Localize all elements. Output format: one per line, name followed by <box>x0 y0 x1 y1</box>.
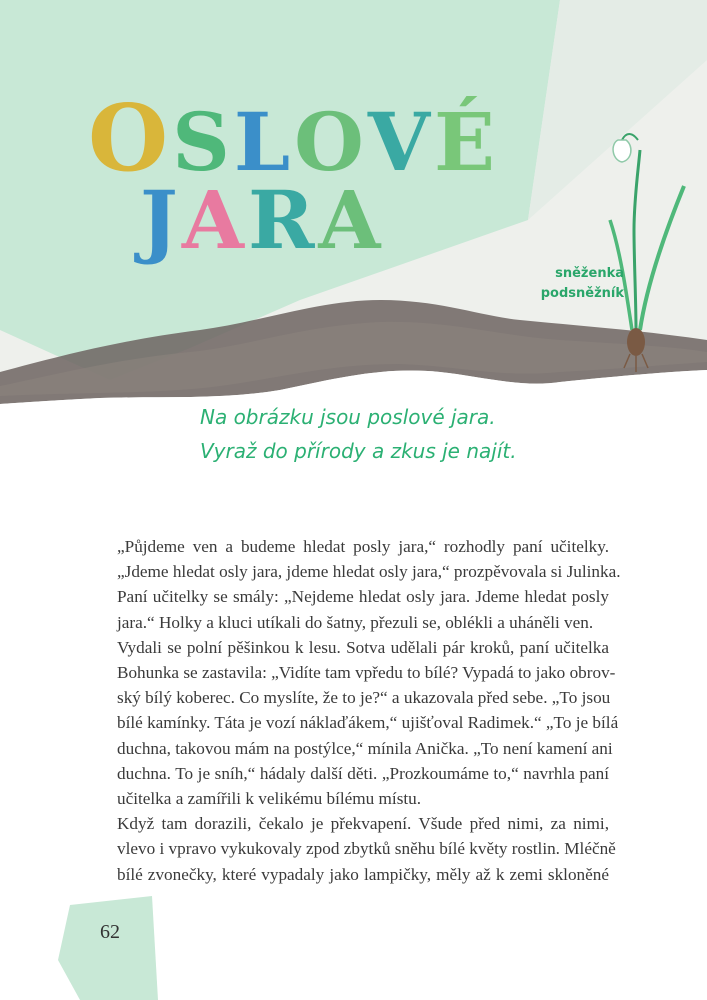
title-letter: A <box>318 173 385 267</box>
body-line: bílé zvonečky, které vypadaly jako lampičky, měly až k zemi skloněné <box>117 864 609 884</box>
title-letter: É <box>433 95 499 189</box>
body-line: Bohunka se zastavila: „Vidíte tam vpředu to bílé? Vypadá to jako obrov- <box>117 663 616 683</box>
body-line: ský bílý koberec. Co myslíte, že to je?“ a ukazovala před sebe. „To jsou <box>117 688 611 708</box>
body-line: vlevo i vpravo vykukovaly zpod zbytků sněhu bílé květy rostlin. Mléčně <box>117 839 616 859</box>
title-letter: L <box>233 95 295 189</box>
subtitle-line: Vyraž do přírody a zkus je najít. <box>200 439 517 463</box>
subtitle-line: Na obrázku jsou poslové jara. <box>200 405 496 429</box>
body-line: „Jdeme hledat osly jara, jdeme hledat osly jara,“ prozpěvovala si Julinka. <box>117 562 621 582</box>
title-letter: O <box>294 95 368 189</box>
plant-label <box>536 264 624 304</box>
body-line: Vydali se polní pěšinkou k lesu. Sotva udělali pár kroků, paní učitelka <box>117 637 609 657</box>
body-line: duchna, takovou mám na postýlce,“ mínila Anička. „To není kamení ani <box>117 738 613 758</box>
body-line: učitelka a zamířili k velikému bílému místu. <box>117 789 422 809</box>
title-letter: O <box>88 84 173 192</box>
body-line: „Půjdeme ven a budeme hledat posly jara,“ rozhodly paní učitelky. <box>117 537 609 556</box>
body-line: duchna. To je sníh,“ hádaly další děti. „Prozkoumáme to,“ navrhla paní <box>117 763 609 783</box>
plant-label-line: sněženka <box>555 266 624 281</box>
body-line: bílé kamínky. Táta je vozí náklaďákem,“ ujišťoval Radimek.“ „To je bílá <box>117 713 619 733</box>
subtitle <box>200 400 517 468</box>
title-line-2 <box>140 173 385 267</box>
body-text <box>117 534 621 887</box>
title-letter: S <box>172 95 234 189</box>
title-letter: A <box>181 173 248 267</box>
body-line: jara.“ Holky a kluci utíkali do šatny, přezuli se, oblékli a uháněli ven. <box>117 612 594 632</box>
snowdrop-bulb <box>627 328 645 356</box>
body-line: Když tam dorazili, čekalo je překvapení. Všude před nimi, za nimi, <box>117 814 609 834</box>
title-letter: V <box>367 95 434 189</box>
page-number: 62 <box>100 921 120 943</box>
page-number-tab <box>58 896 158 1000</box>
title-letter: J <box>140 173 182 267</box>
title-line-1 <box>88 84 499 192</box>
snowdrop-flower <box>613 140 631 162</box>
plant-label-line: podsněžník <box>540 286 624 301</box>
title-letter: R <box>247 173 319 267</box>
body-line: Paní učitelky se smály: „Nejdeme hledat osly jara. Jdeme hledat posly <box>117 587 609 607</box>
